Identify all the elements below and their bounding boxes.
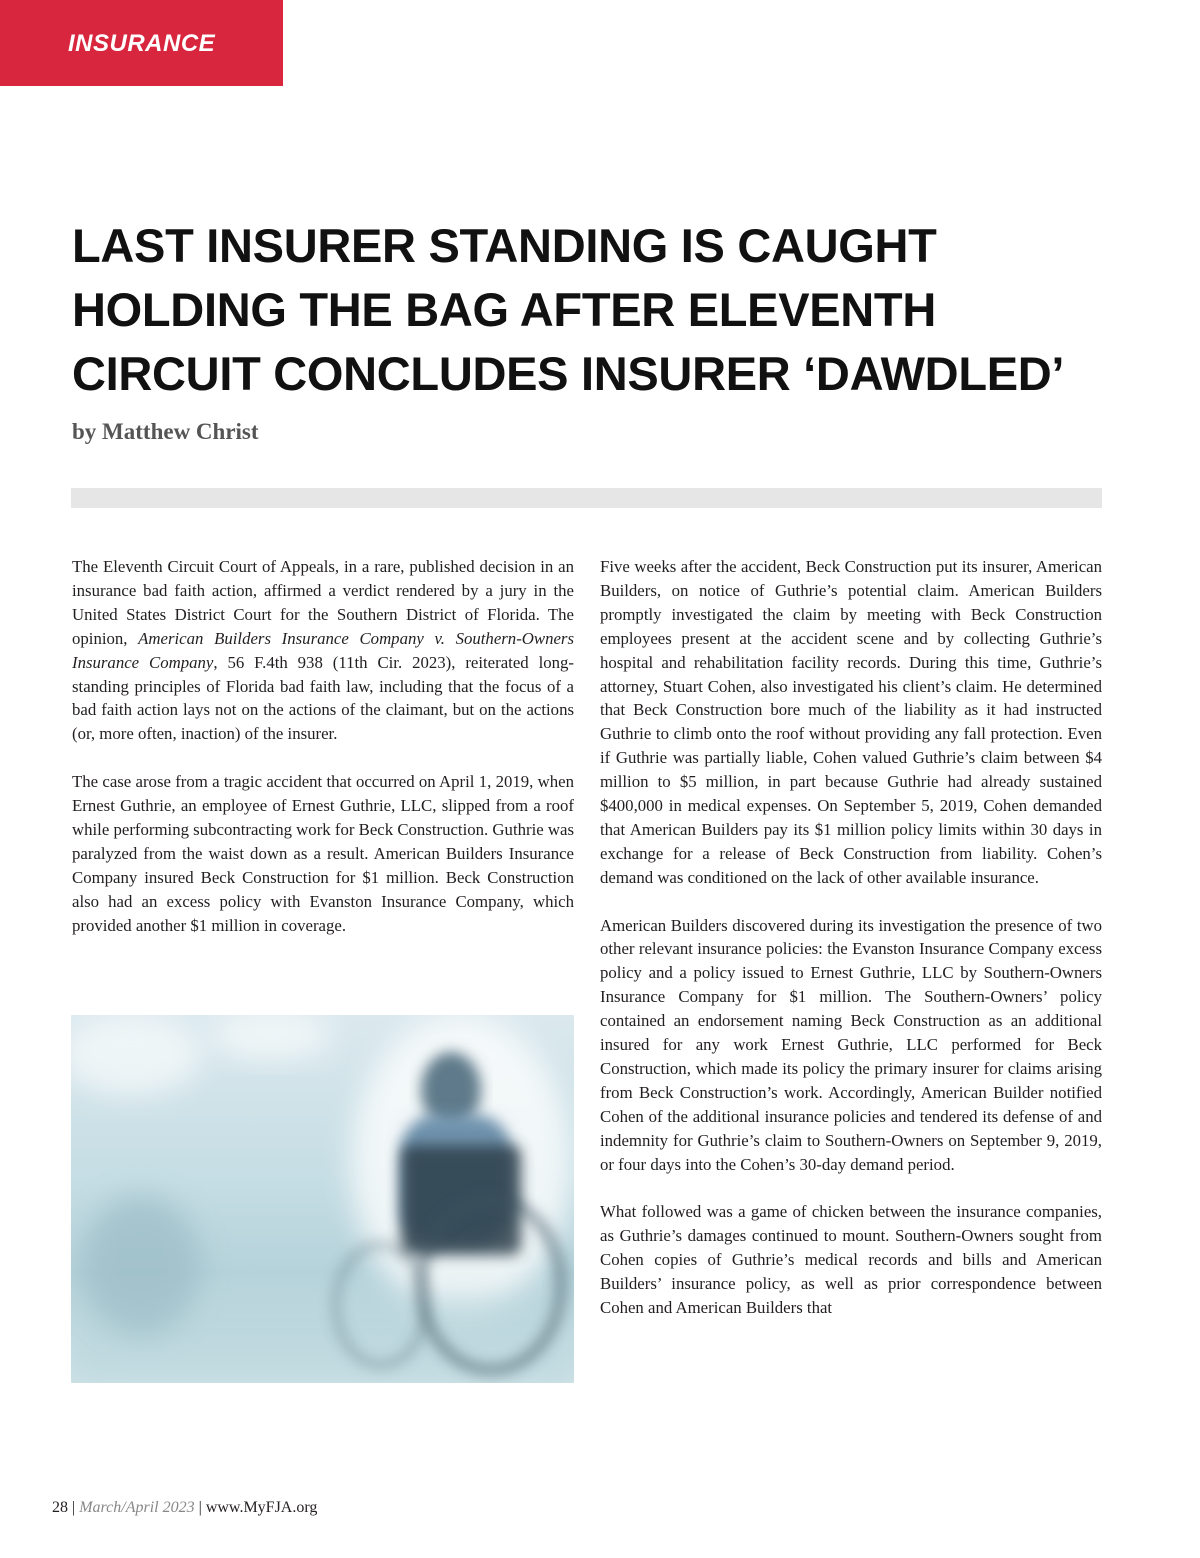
- case-citation: American Builders Insurance Company v. Southern-Owners Insurance Company: [72, 628, 574, 672]
- right-column: [600, 555, 1102, 1344]
- issue-date: March/April 2023: [79, 1499, 195, 1516]
- left-paragraph-1-text-b: , 56 F.4th 938 (11th Cir. 2023), reiterated long-standing principles of Florida bad faith law, including that the focus of a bad faith action lays not on the actions of the claimant, but on the actions (or, more often, inaction) of the insurer.: [72, 652, 574, 744]
- page-footer: [52, 1499, 317, 1517]
- footer-separator-1: |: [72, 1499, 76, 1516]
- article-headline: [72, 214, 1132, 406]
- right-paragraph-3: What followed was a game of chicken between the insurance companies, as Guthrie’s damages continued to mount. Southern-Owners sought from Cohen copies of Guthrie’s medical records and bills and American Builders’ insurance policy, as well as prior correspondence between Cohen and American Builders that: [600, 1202, 1102, 1318]
- left-paragraph-1-text-a: The Eleventh Circuit Court of Appeals, in a rare, published decision in an insurance bad faith action, affirmed a verdict rendered by a jury in the United States District Court for the Southern District of Florida. The opinion,: [72, 557, 574, 648]
- website-link[interactable]: www.MyFJA.org: [205, 1499, 318, 1516]
- headline-line-3: CIRCUIT CONCLUDES INSURER ‘DAWDLED’: [72, 347, 1065, 400]
- section-tag: [0, 0, 283, 86]
- left-paragraph-1: [72, 555, 574, 746]
- left-column: [72, 555, 574, 961]
- wheelchair-photo: [71, 1015, 574, 1383]
- byline: by Matthew Christ: [72, 419, 259, 444]
- headline-line-1: LAST INSURER STANDING IS CAUGHT: [72, 219, 937, 272]
- right-paragraph-1: Five weeks after the accident, Beck Construction put its insurer, American Builders, on notice of Guthrie’s potential claim. American Builders promptly investigated the claim by meeting with Beck Construction employees present at the accident scene and by collecting Guthrie’s hospital and rehabilitation facility records. During this time, Guthrie’s attorney, Stuart Cohen, also investigated his client’s claim. He determined that Beck Construction bore much of the liability as it had instructed Guthrie to climb onto the roof without providing any fall protection. Even if Guthrie was partially liable, Cohen valued Guthrie’s claim between $4 million to $5 million, in part because Guthrie had already sustained $400,000 in medical expenses. On September 5, 2019, Cohen demanded that American Builders pay its $1 million policy limits within 30 days in exchange for a release of Beck Construction from liability. Cohen’s demand was conditioned on the lack of other available insurance.: [600, 557, 1102, 887]
- divider-bar: [71, 488, 1102, 508]
- headline-line-2: HOLDING THE BAG AFTER ELEVENTH: [72, 283, 936, 336]
- section-tag-label: INSURANCE: [68, 30, 216, 57]
- wheelchair-illustration: [71, 1015, 574, 1383]
- right-paragraph-2: American Builders discovered during its investigation the presence of two other relevant insurance policies: the Evanston Insurance Company excess policy and a policy issued to Ernest Guthrie, LLC by Southern-Owners Insurance Company for $1 million. The Southern-Owners’ policy contained an endorsement naming Beck Construction as an additional insured for any work Ernest Guthrie, LLC performed for Beck Construction, which made its policy the primary insurer for claims arising from Beck Construction’s work. Accordingly, American Builder notified Cohen of the additional insurance policies and tendered its defense of and indemnity for Guthrie’s claim to Southern-Owners on September 9, 2019, or four days into the Cohen’s 30-day demand period.: [600, 915, 1102, 1174]
- page-number: 28: [52, 1499, 68, 1516]
- footer-separator-2: |: [198, 1499, 202, 1516]
- left-paragraph-2: The case arose from a tragic accident that occurred on April 1, 2019, when Ernest Guthrie, an employee of Ernest Guthrie, LLC, slipped from a roof while performing subcontracting work for Beck Construction. Guthrie was paralyzed from the waist down as a result. American Builders Insurance Company insured Beck Construction for $1 million. Beck Construction also had an excess policy with Evanston Insurance Company, which provided another $1 million in coverage.: [72, 772, 574, 935]
